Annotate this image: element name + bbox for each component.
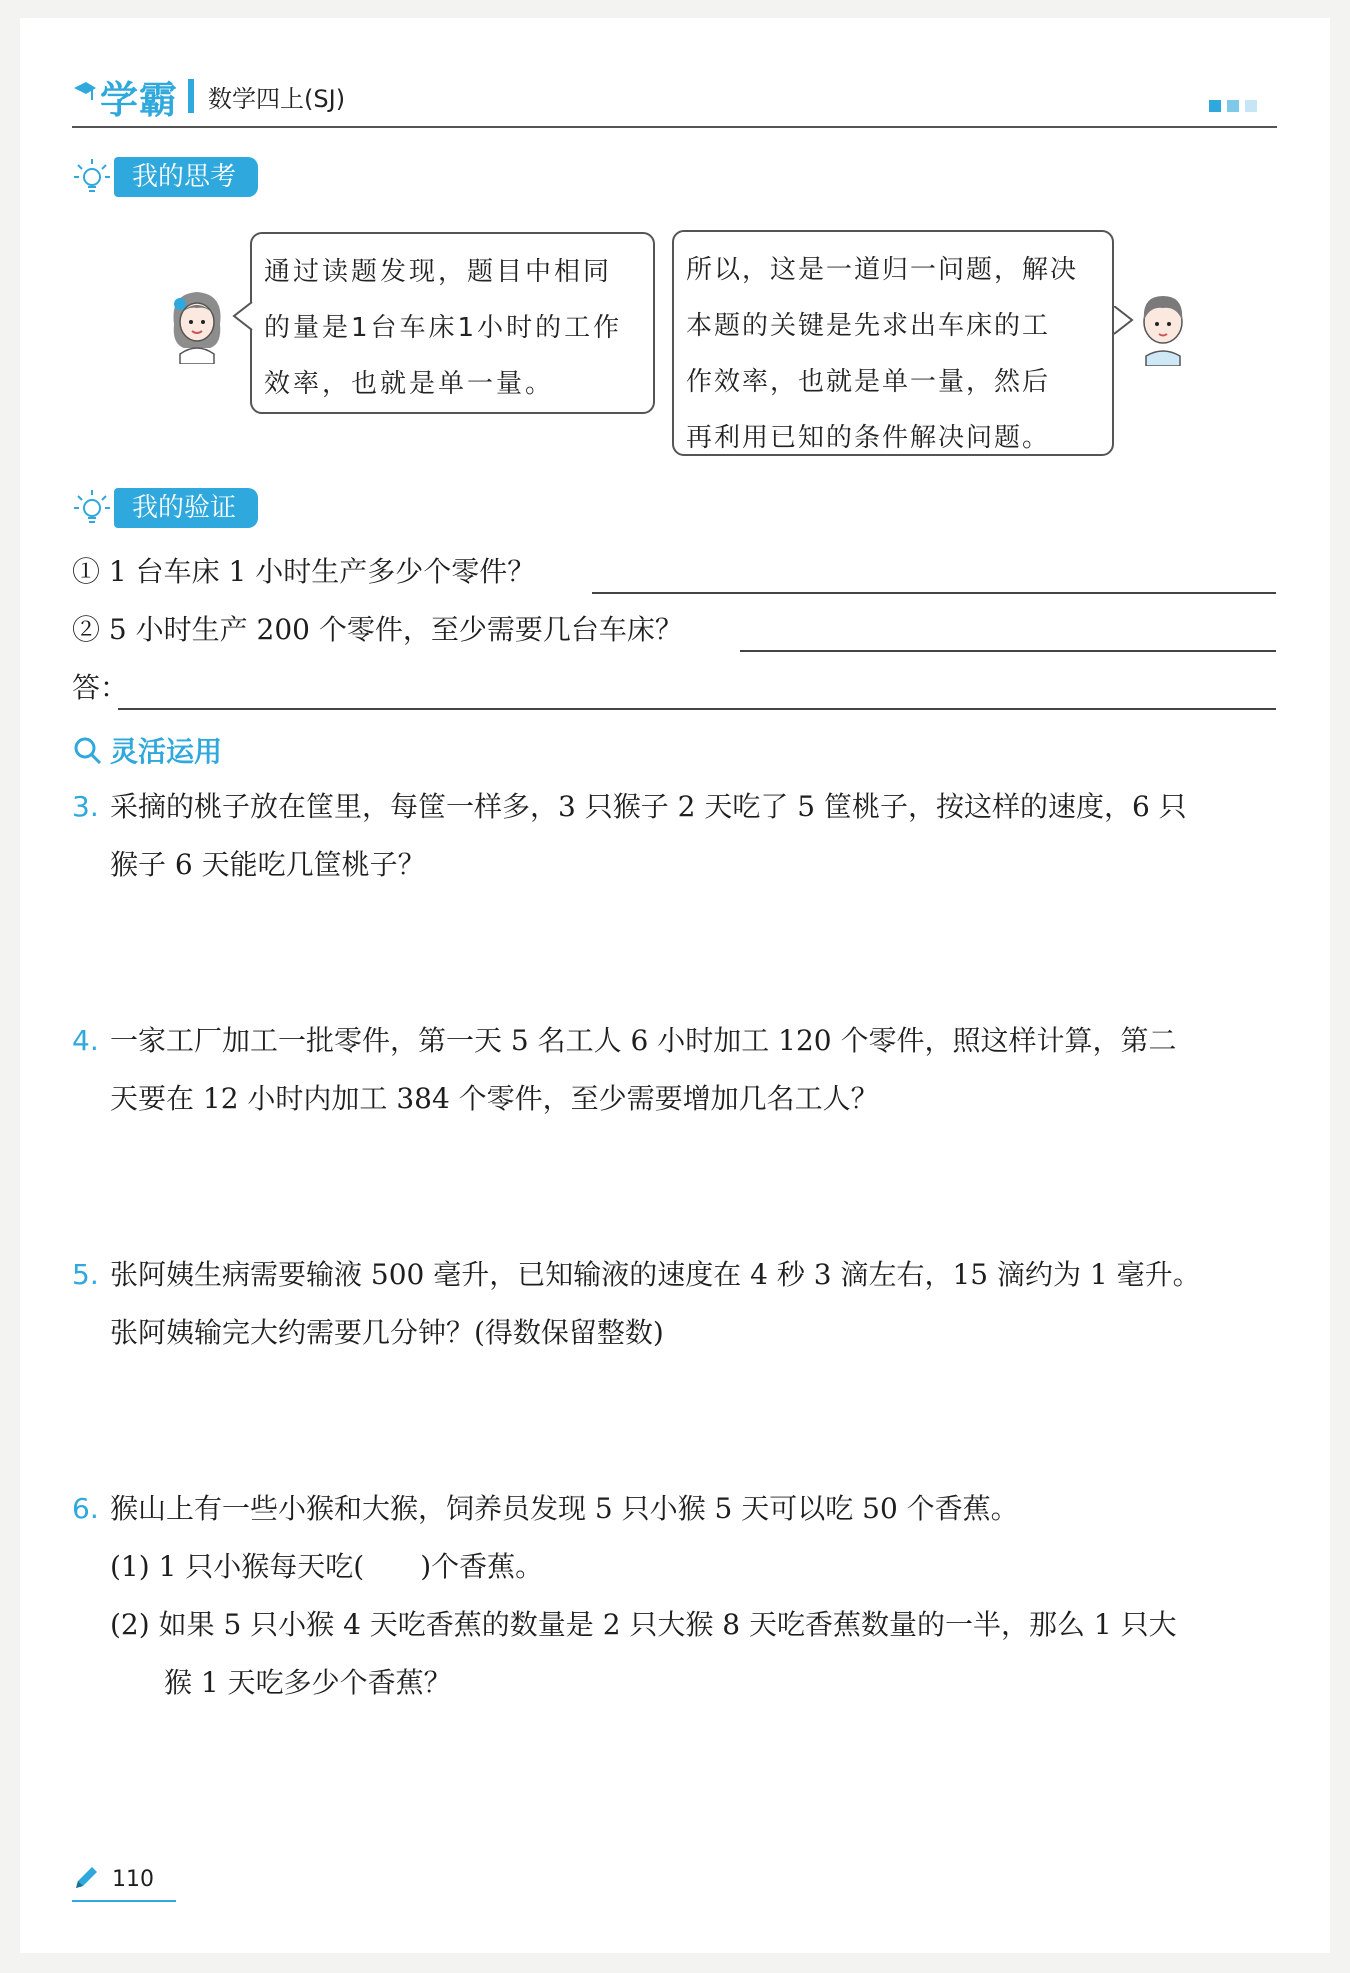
page-header xyxy=(72,70,1277,128)
answer-line-3[interactable] xyxy=(118,708,1276,710)
problem-4-line-1: 一家工厂加工一批零件，第一天 5 名工人 6 小时加工 120 个零件，照这样计算，第二 xyxy=(110,1024,1177,1057)
bubble-right-line-2: 本题的关键是先求出车床的工 xyxy=(686,311,1051,341)
book-title: 数学四上(SJ) xyxy=(208,84,346,113)
problem-3-line-2: 猴子 6 天能吃几筐桃子？ xyxy=(110,848,426,881)
girl-avatar-icon xyxy=(166,284,228,364)
square-2 xyxy=(1227,100,1239,112)
verify-tag-label: 我的验证 xyxy=(114,488,258,528)
answer-line-1[interactable] xyxy=(592,592,1276,594)
verify-question-1: ① 1 台车床 1 小时生产多少个零件？ xyxy=(72,555,536,588)
problem-5 xyxy=(72,1246,1282,1362)
magnifier-icon xyxy=(72,735,102,765)
bubble-left-line-1: 通过读题发现，题目中相同 xyxy=(264,257,613,287)
problem-5-line-2: 张阿姨输完大约需要几分钟？(得数保留整数) xyxy=(110,1316,664,1349)
lightbulb-icon xyxy=(72,157,112,197)
lightbulb-icon xyxy=(72,488,112,528)
pencil-icon xyxy=(72,1862,102,1892)
problem-4 xyxy=(72,1012,1282,1128)
apply-section-title xyxy=(72,730,222,770)
footer-underline xyxy=(72,1900,176,1902)
square-3 xyxy=(1245,100,1257,112)
thinking-tag xyxy=(72,156,258,198)
page-number: 110 xyxy=(112,1867,154,1892)
verify-tag xyxy=(72,487,258,529)
brand xyxy=(72,70,345,122)
verify-question-2: ② 5 小时生产 200 个零件，至少需要几台车床？ xyxy=(72,613,683,646)
bubble-right-line-4: 再利用已知的条件解决问题。 xyxy=(686,423,1051,453)
problem-4-line-2: 天要在 12 小时内加工 384 个零件，至少需要增加几名工人？ xyxy=(110,1082,879,1115)
answer-label: 答： xyxy=(72,671,129,704)
problem-6-number: 6. xyxy=(72,1492,99,1525)
problem-4-number: 4. xyxy=(72,1024,99,1057)
problem-5-number: 5. xyxy=(72,1258,99,1291)
graduation-cap-icon xyxy=(72,78,98,114)
brand-divider xyxy=(188,79,194,113)
answer-line-2[interactable] xyxy=(740,650,1276,652)
problem-6 xyxy=(72,1480,1282,1712)
thought-bubble-left xyxy=(250,232,655,414)
problem-6-sub-1: (1) 1 只小猴每天吃( )个香蕉。 xyxy=(110,1550,544,1583)
problem-6-sub-2-cont: 猴 1 天吃多少个香蕉？ xyxy=(164,1666,452,1699)
problem-3-line-1: 采摘的桃子放在筐里，每筐一样多，3 只猴子 2 天吃了 5 筐桃子，按这样的速度，6 只 xyxy=(110,790,1187,823)
thinking-tag-label: 我的思考 xyxy=(114,157,258,197)
brand-logo: 学霸 xyxy=(100,77,179,122)
thought-bubble-right xyxy=(672,230,1114,456)
bubble-left-line-3: 效率，也就是单一量。 xyxy=(264,369,555,399)
apply-title: 灵活运用 xyxy=(110,735,223,768)
header-decoration xyxy=(1209,100,1257,112)
problem-6-line-1: 猴山上有一些小猴和大猴，饲养员发现 5 只小猴 5 天可以吃 50 个香蕉。 xyxy=(110,1492,1019,1525)
problem-3 xyxy=(72,778,1282,894)
boy-avatar-icon xyxy=(1132,286,1194,366)
bubble-left-tail xyxy=(232,302,254,332)
square-1 xyxy=(1209,100,1221,112)
bubble-right-line-1: 所以，这是一道归一问题，解决 xyxy=(686,255,1079,285)
problem-3-number: 3. xyxy=(72,790,99,823)
problem-5-line-1: 张阿姨生病需要输液 500 毫升，已知输液的速度在 4 秒 3 滴左右，15 滴约为 1 毫升。 xyxy=(110,1258,1201,1291)
bubble-right-tail xyxy=(1112,306,1134,336)
bubble-left-line-2: 的量是1台车床1小时的工作 xyxy=(264,313,623,343)
bubble-right-line-3: 作效率，也就是单一量，然后 xyxy=(686,367,1051,397)
problem-6-sub-2: (2) 如果 5 只小猴 4 天吃香蕉的数量是 2 只大猴 8 天吃香蕉数量的一半，那么 1 只大 xyxy=(110,1608,1177,1641)
page-footer xyxy=(72,1862,154,1892)
